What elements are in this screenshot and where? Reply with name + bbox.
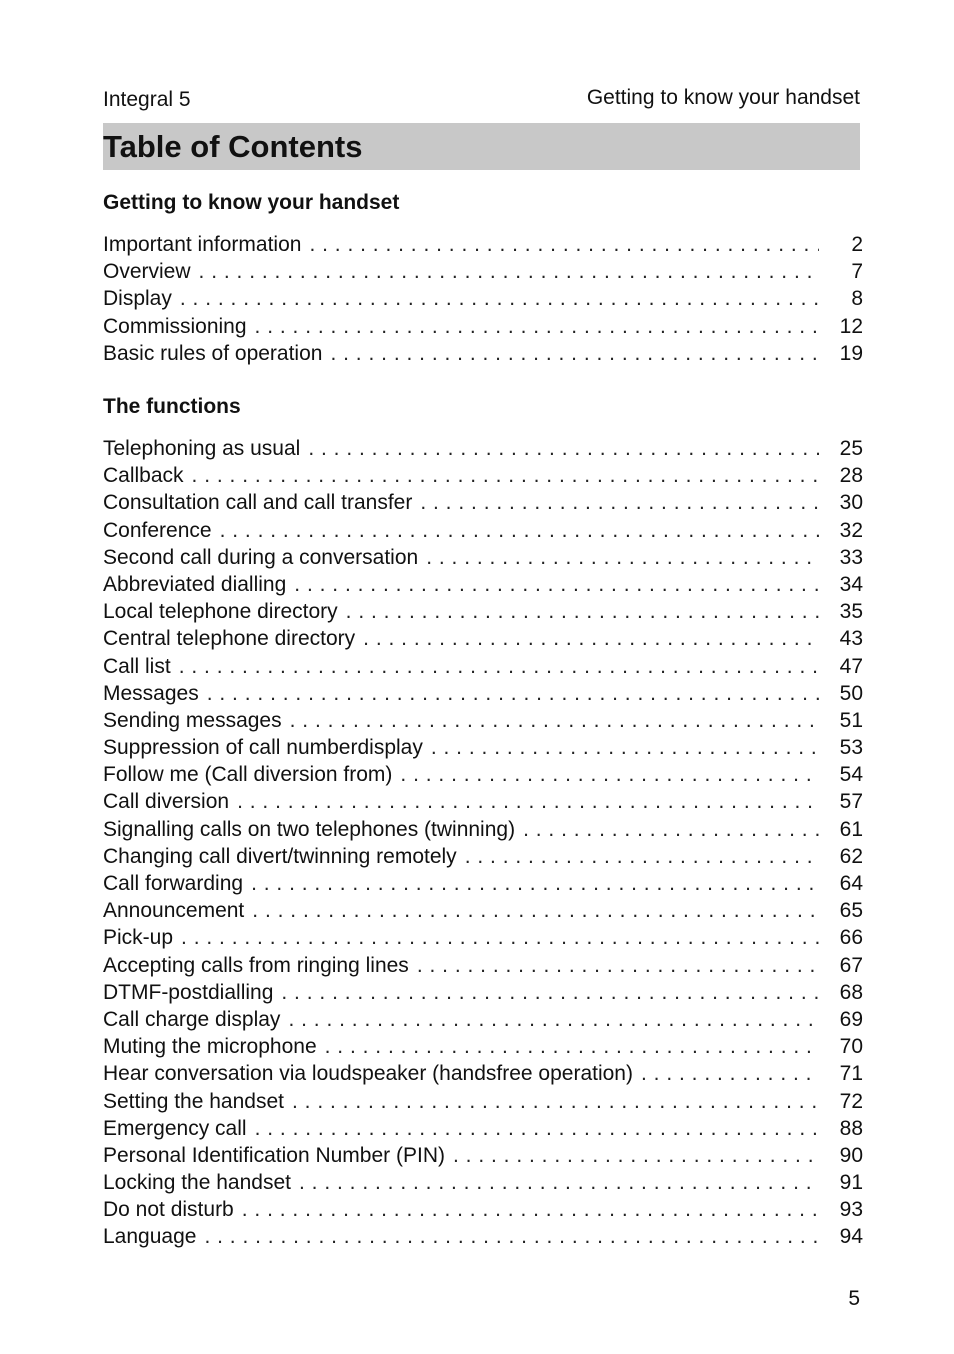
- header-document-name: Integral 5: [103, 88, 191, 111]
- toc-entry-page: 7: [851, 260, 863, 284]
- toc-entry[interactable]: [103, 313, 863, 340]
- toc-entry-page: 51: [839, 708, 863, 732]
- toc-entry[interactable]: [103, 1142, 863, 1169]
- dot-leader: [220, 517, 819, 544]
- toc-entry-label: Commissioning: [103, 314, 247, 338]
- toc-entry-label: Telephoning as usual: [103, 437, 301, 460]
- toc-entry-label: Hear conversation via loudspeaker (handsfree operation): [103, 1062, 633, 1086]
- toc-entry[interactable]: [103, 1223, 863, 1250]
- dot-leader: [255, 313, 819, 340]
- toc-entry[interactable]: [103, 1060, 863, 1087]
- toc-entry-label: Second call during a conversation: [103, 545, 419, 569]
- toc-section-functions: [103, 395, 863, 1251]
- toc-entry[interactable]: [103, 870, 863, 897]
- toc-entry[interactable]: [103, 707, 863, 734]
- toc-entry-label: Changing call divert/twinning remotely: [103, 844, 457, 868]
- toc-entry[interactable]: [103, 231, 863, 258]
- toc-entry[interactable]: [103, 816, 863, 843]
- dot-leader: [523, 816, 819, 843]
- toc-entry-page: 88: [839, 1116, 863, 1140]
- page-title: Table of Contents: [103, 129, 363, 164]
- dot-leader: [199, 258, 819, 285]
- dot-leader: [420, 489, 819, 516]
- toc-entry-label: Basic rules of operation: [103, 341, 323, 365]
- dot-leader: [288, 1006, 819, 1033]
- toc-entry-label: Setting the handset: [103, 1089, 284, 1113]
- toc-entry-page: 32: [839, 518, 863, 542]
- dot-leader: [252, 897, 819, 924]
- toc-entry[interactable]: [103, 952, 863, 979]
- dot-leader: [417, 952, 819, 979]
- toc-section-getting-to-know: [103, 191, 863, 367]
- toc-entry-label: Locking the handset: [103, 1171, 291, 1195]
- toc-entry-label: Personal Identification Number (PIN): [103, 1143, 445, 1167]
- toc-entry[interactable]: [103, 571, 863, 598]
- toc-entry-label: Suppression of call numberdisplay: [103, 736, 423, 760]
- dot-leader: [363, 625, 819, 652]
- toc-entry-page: 91: [839, 1171, 863, 1195]
- section-heading: The functions: [103, 395, 241, 418]
- dot-leader: [290, 707, 819, 734]
- toc-entry-label: Muting the microphone: [103, 1035, 317, 1059]
- toc-entry-label: Display: [103, 287, 172, 311]
- toc-entry-page: 68: [839, 980, 863, 1004]
- toc-entry-page: 47: [839, 654, 863, 678]
- toc-entry[interactable]: [103, 680, 863, 707]
- toc-entry[interactable]: [103, 1169, 863, 1196]
- toc-entry-label: Call diversion: [103, 790, 230, 814]
- dot-leader: [325, 1033, 819, 1060]
- dot-leader: [465, 843, 819, 870]
- toc-entry-page: 43: [839, 627, 863, 651]
- page-number: 5: [848, 1287, 860, 1310]
- toc-entry-label: Pick-up: [103, 926, 174, 950]
- toc-entry[interactable]: [103, 1033, 863, 1060]
- toc-entry-page: 12: [839, 314, 863, 338]
- toc-entry-page: 50: [839, 681, 863, 705]
- toc-entry[interactable]: [103, 734, 863, 761]
- toc-entry[interactable]: [103, 435, 863, 462]
- dot-leader: [294, 571, 819, 598]
- dot-leader: [192, 462, 819, 489]
- toc-entry-page: 25: [839, 437, 863, 460]
- toc-entry-page: 57: [839, 790, 863, 814]
- dot-leader: [426, 544, 819, 571]
- toc-entry-page: 66: [839, 926, 863, 950]
- dot-leader: [180, 285, 819, 312]
- toc-entry-page: 2: [851, 233, 863, 256]
- toc-entry-page: 69: [839, 1007, 863, 1031]
- header-chapter-name: Getting to know your handset: [586, 86, 860, 109]
- toc-entry[interactable]: [103, 653, 863, 680]
- toc-entry-page: 30: [839, 491, 863, 515]
- title-bar: [103, 123, 860, 170]
- toc-entry-page: 94: [839, 1225, 863, 1249]
- toc-entry-label: Emergency call: [103, 1116, 247, 1140]
- toc-entry-label: Local telephone directory: [103, 600, 338, 624]
- toc-entry-label: Signalling calls on two telephones (twinning): [103, 817, 516, 841]
- toc-entry[interactable]: [103, 979, 863, 1006]
- toc-entry[interactable]: [103, 517, 863, 544]
- toc-entry-page: 62: [839, 844, 863, 868]
- toc-entry[interactable]: [103, 544, 863, 571]
- section-heading: Getting to know your handset: [103, 191, 400, 214]
- dot-leader: [251, 870, 819, 897]
- toc-entry-label: Abbreviated dialling: [103, 572, 287, 596]
- dot-leader: [207, 680, 819, 707]
- dot-leader: [292, 1088, 819, 1115]
- toc-entry-page: 34: [839, 572, 863, 596]
- dot-leader: [346, 598, 819, 625]
- toc-entry-page: 64: [839, 872, 863, 895]
- toc-entry-page: 90: [839, 1143, 863, 1167]
- toc-entry[interactable]: [103, 788, 863, 815]
- toc-entry-page: 72: [839, 1089, 863, 1113]
- dot-leader: [299, 1169, 819, 1196]
- toc-entry-page: 53: [839, 736, 863, 760]
- toc-entry[interactable]: [103, 843, 863, 870]
- toc-entry-label: Call charge display: [103, 1007, 281, 1031]
- toc-entry-label: Conference: [103, 518, 212, 542]
- toc-entry[interactable]: [103, 761, 863, 788]
- dot-leader: [242, 1196, 819, 1223]
- toc-entry-label: Language: [103, 1225, 197, 1249]
- toc-entry[interactable]: [103, 340, 863, 367]
- toc-list: [103, 231, 863, 367]
- toc-entry-page: 67: [839, 953, 863, 977]
- toc-entry[interactable]: [103, 285, 863, 312]
- toc-entry-page: 70: [839, 1035, 863, 1059]
- dot-leader: [641, 1060, 819, 1087]
- dot-leader: [255, 1115, 819, 1142]
- toc-entry-label: Overview: [103, 260, 191, 284]
- toc-entry-page: 54: [839, 763, 863, 787]
- toc-entry-label: Central telephone directory: [103, 627, 356, 651]
- toc-entry-page: 71: [839, 1062, 863, 1086]
- toc-entry-label: Consultation call and call transfer: [103, 491, 413, 515]
- toc-entry[interactable]: [103, 1196, 863, 1223]
- dot-leader: [308, 435, 819, 462]
- toc-entry-label: Accepting calls from ringing lines: [103, 953, 409, 977]
- toc-entry-label: Call list: [103, 654, 171, 678]
- toc-entry-label: Do not disturb: [103, 1198, 234, 1222]
- toc-entry-page: 28: [839, 464, 863, 488]
- toc-entry-label: Important information: [103, 233, 302, 256]
- dot-leader: [431, 734, 819, 761]
- dot-leader: [237, 788, 819, 815]
- toc-entry[interactable]: [103, 1088, 863, 1115]
- toc-entry[interactable]: [103, 1006, 863, 1033]
- toc-entry-page: 33: [839, 545, 863, 569]
- toc-entry[interactable]: [103, 489, 863, 516]
- dot-leader: [179, 653, 819, 680]
- toc-entry-label: Announcement: [103, 899, 245, 923]
- toc-entry[interactable]: [103, 598, 863, 625]
- dot-leader: [181, 924, 819, 951]
- toc-entry-page: 8: [851, 287, 863, 311]
- toc-entry-page: 65: [839, 899, 863, 923]
- dot-leader: [453, 1142, 819, 1169]
- toc-entry-label: DTMF-postdialling: [103, 980, 274, 1004]
- dot-leader: [400, 761, 819, 788]
- toc-list: [103, 435, 863, 1251]
- toc-entry[interactable]: [103, 897, 863, 924]
- toc-entry[interactable]: [103, 625, 863, 652]
- toc-entry-label: Follow me (Call diversion from): [103, 763, 393, 787]
- toc-entry-label: Messages: [103, 681, 199, 705]
- toc-entry[interactable]: [103, 1115, 863, 1142]
- toc-entry-page: 61: [839, 817, 863, 841]
- dot-leader: [281, 979, 819, 1006]
- toc-entry-page: 35: [839, 600, 863, 624]
- toc-entry-label: Call forwarding: [103, 872, 244, 895]
- toc-entry[interactable]: [103, 462, 863, 489]
- toc-entry[interactable]: [103, 258, 863, 285]
- toc-entry-page: 19: [839, 341, 863, 365]
- toc-entry[interactable]: [103, 924, 863, 951]
- toc-entry-page: 93: [839, 1198, 863, 1222]
- dot-leader: [330, 340, 819, 367]
- toc-entry-label: Callback: [103, 464, 184, 488]
- dot-leader: [309, 231, 819, 258]
- dot-leader: [204, 1223, 819, 1250]
- toc-entry-label: Sending messages: [103, 708, 282, 732]
